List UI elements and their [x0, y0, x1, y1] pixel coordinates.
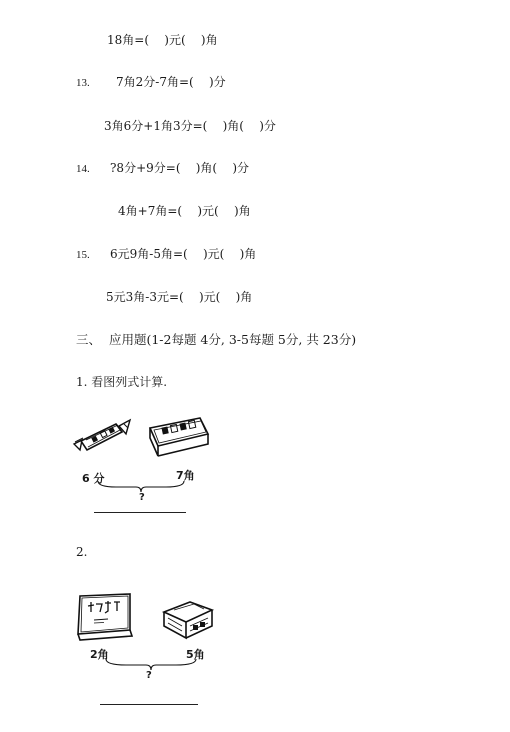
price-left-q2: 2角	[90, 648, 109, 661]
price-left-q1: 6 分	[82, 472, 105, 485]
question-mark-q1: ?	[139, 492, 145, 503]
brace-q2	[104, 657, 198, 671]
question-2-label: 2.	[76, 545, 88, 559]
answer-line-q1	[94, 512, 186, 513]
pencil-box-icon	[146, 412, 212, 460]
problem-15-number: 15.	[76, 249, 90, 261]
problem-14-first: ?8分+9分=( )角( )分	[110, 161, 250, 175]
problem-12-second: 18角=( )元( )角	[107, 33, 218, 47]
section-3-heading: 三、 应用题(1-2每题 4分, 3-5每题 5分, 共 23分)	[76, 332, 357, 347]
price-right-q1: 7角	[176, 469, 195, 482]
problem-15-second: 5元3角-3元=( )元( )角	[106, 290, 253, 304]
notebook-icon	[74, 592, 136, 644]
price-right-q2: 5角	[186, 648, 205, 661]
problem-14-number: 14.	[76, 163, 90, 175]
question-1-label: 1. 看图列式计算.	[76, 375, 168, 389]
problem-14-second: 4角+7角=( )元( )角	[118, 204, 251, 218]
problem-15-first: 6元9角-5角=( )元( )角	[110, 247, 257, 261]
sharpener-icon	[160, 598, 216, 640]
question-mark-q2: ?	[146, 670, 152, 681]
candy-icon	[72, 414, 132, 456]
brace-q1	[96, 479, 186, 493]
problem-13-number: 13.	[76, 77, 90, 89]
answer-line-q2	[100, 704, 198, 705]
problem-13-first: 7角2分-7角=( )分	[116, 75, 226, 89]
problem-13-second: 3角6分+1角3分=( )角( )分	[104, 119, 276, 133]
